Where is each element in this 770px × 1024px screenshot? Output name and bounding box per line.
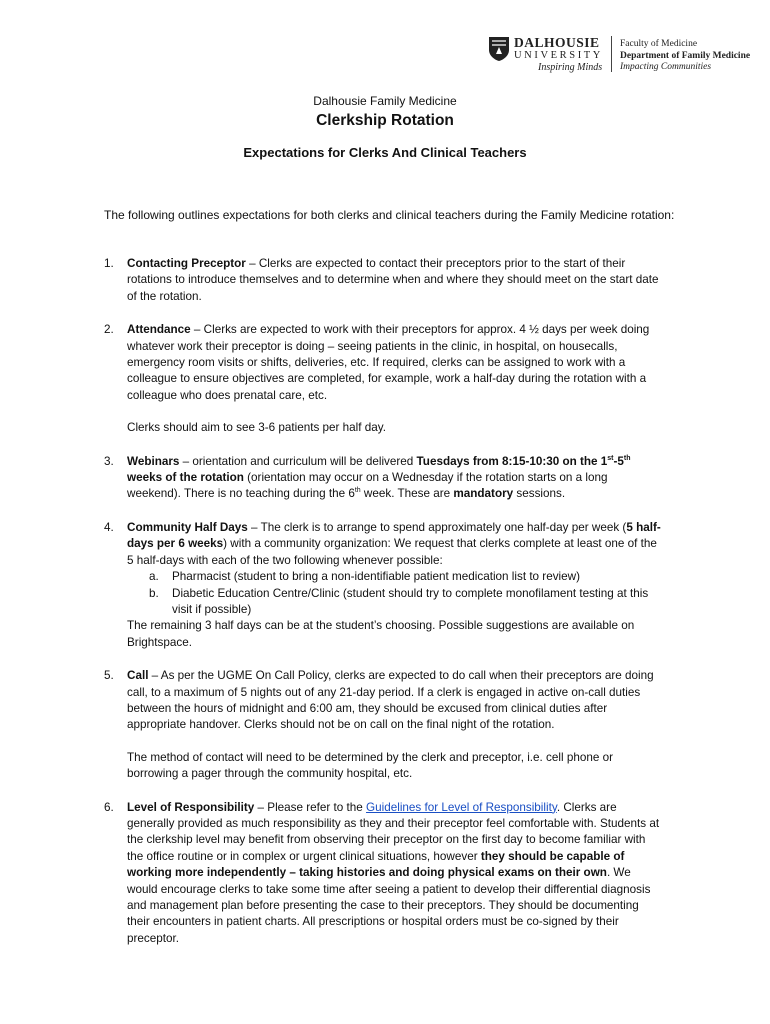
- item-text: – The clerk is to arrange to spend approximately one half-day per week (: [247, 520, 627, 534]
- item-superscript: th: [623, 454, 631, 462]
- sub-item-letter: b.: [149, 586, 159, 600]
- faculty-block: [620, 39, 750, 74]
- title-line-2: Clerkship Rotation: [316, 112, 454, 129]
- item-text: sessions.: [513, 487, 566, 501]
- list-item: [104, 454, 664, 503]
- item-text: – Clerks are expected to work with their preceptors for approx. 4 ½ days per week doing whatever work their preceptor is doing – seeing patients in the clinic, in hospital, on housecalls, emergency room visits or shifts, deliveries, etc. If required, clerks can be assigned to work with a colleague to ensure objectives are completed, for example, work a half-day during the rotation with a colleague who does prenatal care, etc.: [127, 323, 650, 402]
- title-line-3: Expectations for Clerks And Clinical Teachers: [243, 145, 527, 160]
- sub-item: [127, 586, 664, 619]
- university-sub: UNIVERSITY: [514, 50, 603, 61]
- guidelines-link[interactable]: Guidelines for Level of Responsibility: [366, 800, 557, 814]
- item-number: 2.: [104, 323, 114, 337]
- list-item: [104, 520, 664, 651]
- item-text: week. These are: [360, 487, 454, 501]
- item-number: 6.: [104, 800, 114, 814]
- item-text: – Please refer to the: [254, 800, 367, 814]
- item-text: (orientation may occur on a Wednesday if the rotation starts on a long weekend). There is no teaching during the 6: [127, 471, 608, 501]
- list-item: [104, 800, 664, 948]
- item-heading: Level of Responsibility: [127, 800, 255, 814]
- sub-item-text: Diabetic Education Centre/Clinic (student should try to complete monofilament testing at this visit if possible): [172, 586, 649, 616]
- expectations-list: [104, 256, 664, 964]
- department-name: Department of Family Medicine: [620, 50, 751, 61]
- sub-item-text: Pharmacist (student to bring a non-identifiable patient medication list to review): [172, 570, 580, 584]
- item-text: ) with a community organization: We request that clerks complete at least one of the 5 half-days with each of the two following whenever possible:: [127, 537, 657, 567]
- sub-item-letter: a.: [149, 570, 159, 584]
- university-tagline: Inspiring Minds: [538, 62, 603, 73]
- item-heading: Contacting Preceptor: [127, 257, 246, 270]
- dalhousie-logo: [488, 36, 750, 76]
- item-number: 4.: [104, 520, 114, 534]
- item-paragraph: The remaining 3 half days can be at the student’s choosing. Possible suggestions are available on Brightspace.: [127, 619, 635, 649]
- item-text: – orientation and curriculum will be delivered: [179, 454, 417, 468]
- item-bold-text: weeks of the rotation: [127, 471, 244, 485]
- item-superscript: st: [607, 454, 614, 462]
- title-line-1: Dalhousie Family Medicine: [313, 94, 457, 108]
- item-superscript: th: [354, 487, 361, 495]
- sub-item: [127, 569, 664, 585]
- item-paragraph: The method of contact will need to be determined by the clerk and preceptor, i.e. cell phone or borrowing a pager through the community hospital, etc.: [127, 750, 613, 781]
- item-heading: Community Half Days: [127, 520, 248, 534]
- list-item: [104, 322, 664, 436]
- item-heading: Webinars: [127, 454, 180, 468]
- item-text: – As per the UGME On Call Policy, clerks are expected to do call when their preceptors are doing call, to a maximum of 5 nights out of any 21-day period. If a clerk is engaged in active on-call duties between the hours of midnight and 6:00 am, they should be excused from clinical duties after appropriate handover. Clerks should not be on call on the final night of the rotation.: [127, 669, 654, 732]
- faculty-name: Faculty of Medicine: [620, 39, 698, 49]
- university-name: DALHOUSIE: [514, 35, 600, 50]
- item-bold-text: they should be capable of working more independently – taking histories and doing physical exams on their own: [127, 849, 625, 880]
- item-bold-text: 5 half-days per 6 weeks: [127, 520, 661, 551]
- crest-icon: [488, 36, 510, 62]
- item-heading: Call: [127, 669, 149, 683]
- item-number: 5.: [104, 669, 114, 683]
- item-text: – Clerks are expected to contact their preceptors prior to the start of their rotations to introduce themselves and to determine when and where they should meet on the start date of the rotation.: [127, 257, 659, 303]
- item-heading: Attendance: [127, 323, 191, 337]
- department-tagline: Impacting Communities: [620, 62, 712, 72]
- header-divider: [611, 36, 612, 72]
- list-item: [104, 668, 664, 782]
- item-bold-text: -5: [613, 454, 624, 468]
- item-bold-text: Tuesdays from 8:15-10:30 on the 1: [416, 454, 608, 468]
- item-paragraph: Clerks should aim to see 3-6 patients per half day.: [127, 421, 386, 435]
- list-item: [104, 256, 664, 305]
- item-text: . We would encourage clerks to take some time after seeing a patient to develop their differential diagnosis and management plan before presenting the case to their preceptors. They should be documenting their encounters in patient charts. All prescriptions or hospital orders must be co-signed by their preceptor.: [127, 866, 651, 945]
- item-text: . Clerks are generally provided as much responsibility as they and their preceptor feel comfortable with. Students at the clerkship level may benefit from observing their preceptor on the first day to become familiar with the office routine or in complex or urgent clinical situations, however: [127, 800, 660, 863]
- item-bold-text: mandatory: [453, 487, 514, 501]
- university-wordmark: [514, 36, 603, 75]
- item-number: 1.: [104, 257, 114, 270]
- item-number: 3.: [104, 454, 114, 468]
- intro-paragraph: The following outlines expectations for both clerks and clinical teachers during the Family Medicine rotation:: [104, 208, 675, 222]
